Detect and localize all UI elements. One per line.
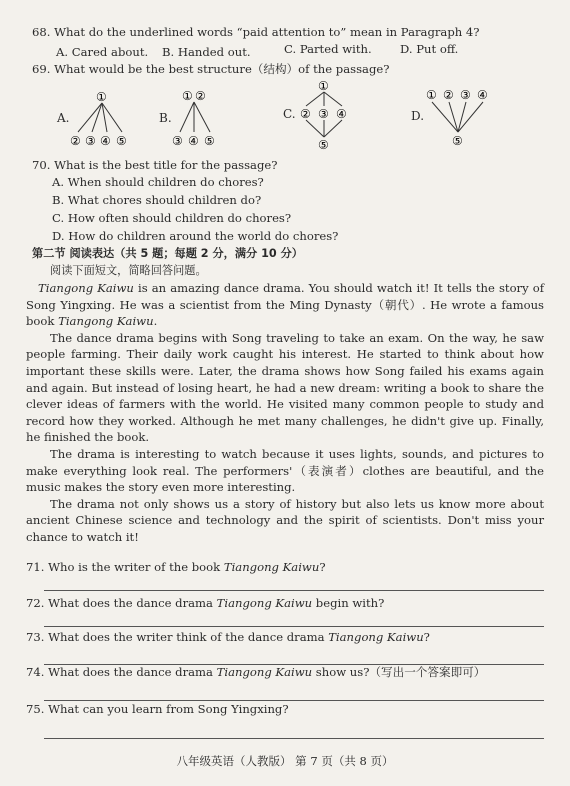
structure-diagram-a[interactable]	[66, 88, 132, 148]
q68-option-a[interactable]: A. Cared about.	[56, 45, 149, 59]
q70-option-d[interactable]: D. How do children around the world do chores?	[52, 229, 339, 243]
q68-quote: “paid attention to”	[236, 25, 347, 39]
q68-option-c[interactable]: C. Parted with.	[284, 42, 372, 56]
passage-paragraph-1	[26, 280, 544, 330]
p1-text-b: .	[153, 314, 158, 329]
q69-option-a-label[interactable]: A.	[57, 111, 70, 125]
answer-line-75[interactable]	[44, 738, 544, 739]
q71-title: Tiangong Kaiwu	[223, 560, 320, 574]
diagram-a-node-4: ④	[100, 134, 111, 148]
section-heading: 第二节 阅读表达（共 5 题；每题 2 分，满分 10 分）	[32, 247, 303, 260]
q68-stem-a: 68. What do the underlined words	[32, 25, 237, 39]
q75-a: 75. What can you learn from Song Yingxing?	[26, 702, 289, 716]
q69-stem: 69. What would be the best structure（结构）of the passage?	[32, 62, 390, 76]
answer-line-71[interactable]	[44, 590, 544, 591]
q70-option-b[interactable]: B. What chores should children do?	[52, 193, 262, 207]
diagram-d-node-1: ①	[426, 88, 437, 102]
diagram-a-node-5: ⑤	[116, 134, 127, 148]
passage-paragraph-4: The drama not only shows us a story of history but also lets us know more about ancient Chinese science and technology and the spirit of scientists. Don't miss your chance to watch it!	[26, 496, 544, 544]
diagram-a-node-2: ②	[70, 134, 81, 148]
diagram-c-node-4: ④	[336, 107, 347, 121]
structure-diagram-d[interactable]	[424, 86, 496, 148]
q74-a: 74. What does the dance drama	[26, 665, 217, 679]
diagram-d-node-3: ③	[460, 88, 471, 102]
diagram-b-node-4: ④	[188, 134, 199, 148]
diagram-a-node-1: ①	[96, 90, 107, 104]
question-74	[26, 665, 485, 679]
q70-option-c[interactable]: C. How often should children do chores?	[52, 211, 292, 225]
p1-text-a: is an amazing dance drama. You should watch it! It tells the story of Song Yingxing. He was a scientist from the Ming Dynasty（朝代）. He wrote a famous book	[26, 281, 545, 329]
q70-option-a[interactable]: A. When should children do chores?	[52, 175, 264, 189]
q73-b: ?	[423, 630, 430, 644]
q72-title: Tiangong Kaiwu	[216, 596, 313, 610]
question-72	[26, 596, 384, 610]
diagram-b-node-2: ②	[195, 89, 206, 103]
q74-title: Tiangong Kaiwu	[216, 665, 313, 679]
page-footer: 八年级英语（人教版） 第 7 页（共 8 页）	[176, 754, 394, 768]
structure-diagram-c[interactable]	[296, 77, 360, 153]
q69-option-c-label[interactable]: C.	[283, 107, 296, 121]
diagram-c-node-2: ②	[300, 107, 311, 121]
q72-b: begin with?	[312, 596, 385, 610]
diagram-d-node-5: ⑤	[452, 134, 463, 148]
q70-stem: 70. What is the best title for the passage?	[32, 158, 278, 172]
section-instruction: 阅读下面短文，简略回答问题。	[50, 264, 207, 277]
book-title: Tiangong Kaiwu	[38, 281, 134, 295]
book-title-2: Tiangong Kaiwu	[58, 314, 154, 329]
structure-diagram-b[interactable]	[168, 86, 228, 148]
answer-line-74[interactable]	[44, 700, 544, 701]
diagram-c-node-3: ③	[318, 107, 329, 121]
diagram-c-node-5: ⑤	[318, 138, 329, 152]
diagram-b-node-1: ①	[182, 89, 193, 103]
passage-paragraph-3: The drama is interesting to watch because it uses lights, sounds, and pictures to make everything look real. The performers'（表演者）clothes are beautiful, and the music makes the story even more interesting.	[26, 446, 544, 495]
q69-option-d-label[interactable]: D.	[411, 109, 425, 123]
passage	[26, 280, 544, 546]
diagram-b-node-3: ③	[172, 134, 183, 148]
q68-option-d[interactable]: D. Put off.	[400, 42, 459, 56]
diagram-d-node-2: ②	[443, 88, 454, 102]
question-71	[26, 560, 326, 574]
q71-b: ?	[319, 560, 326, 574]
q73-title: Tiangong Kaiwu	[328, 630, 424, 644]
question-75	[26, 702, 289, 716]
q74-b: show us?（写出一个答案即可）	[312, 665, 486, 679]
q68-stem-b: mean in Paragraph 4?	[346, 25, 480, 39]
q69-option-b-label[interactable]: B.	[159, 111, 172, 125]
diagram-b-node-5: ⑤	[204, 134, 215, 148]
q73-a: 73. What does the writer think of the dance drama	[26, 630, 329, 644]
question-73	[26, 630, 430, 644]
q68-stem	[32, 25, 480, 39]
diagram-a-node-3: ③	[85, 134, 96, 148]
q71-a: 71. Who is the writer of the book	[26, 560, 224, 574]
q68-option-b[interactable]: B. Handed out.	[162, 45, 251, 59]
diagram-c-node-1: ①	[318, 79, 329, 93]
passage-paragraph-2: The dance drama begins with Song traveling to take an exam. On the way, he saw people farming. Their daily work caught his interest. He started to think about how important these skills were. Later, the drama shows how Song failed his exams again and again. But instead of losing heart, he had a new dream: writing a book to share the clever ideas of farmers with the world. He visited many common people to study and record how they worked. Although he met many challenges, he didn't give up. Finally, he finished the book.	[26, 330, 544, 445]
q72-a: 72. What does the dance drama	[26, 596, 217, 610]
diagram-d-node-4: ④	[477, 88, 488, 102]
answer-line-72[interactable]	[44, 626, 544, 627]
